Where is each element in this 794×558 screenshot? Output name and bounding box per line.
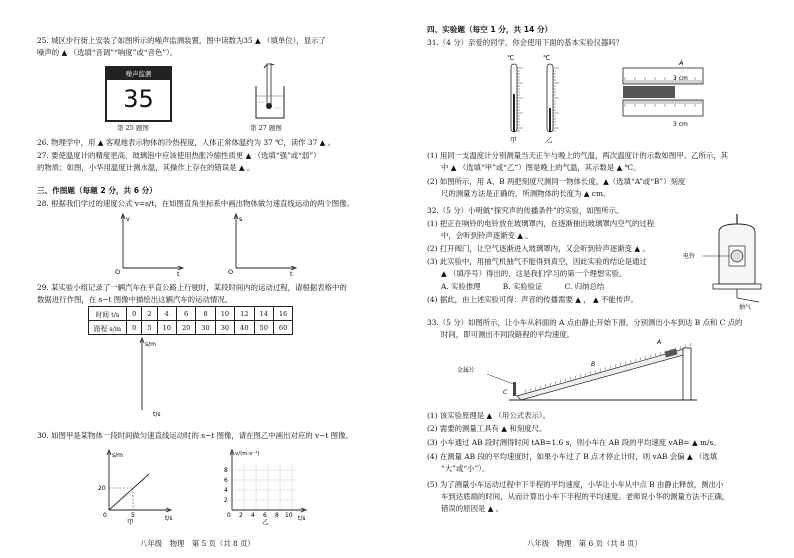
incline-tick: [620, 363, 621, 366]
page-6-footer: 八年级 物理 第 6 页（共 8 页）: [527, 539, 642, 548]
incline-tick: [530, 388, 531, 391]
q29-time-cell: 4: [157, 307, 176, 321]
q30b-x-tick: 4: [251, 512, 255, 519]
q32-part2: (2) 打开阀门，让空气逐渐进入玻璃罩内，又会听到铃声逐渐变 ▲ 。: [427, 244, 650, 253]
q31-sub2-line1: (2) 如图所示，用 A、B 两把刻度尺测同一物体长度，▲（选填“A”或“B”）刻度: [427, 177, 686, 186]
q31-sub1-line1: (1) 用同一支温度计分别测量当天正午与晚上的气温，两次温度计的示数如图甲、乙所示，其: [427, 151, 729, 160]
incline-tick: [570, 377, 571, 380]
q31-line1: 31.（4 分）亲爱的同学，你会使用下面的基本实验仪器吗？: [427, 38, 624, 47]
noise-monitor-value: 35: [123, 85, 154, 113]
q28-right-origin: O: [228, 268, 234, 276]
q33-part1: (1) 该实验原理是 ▲ （用公式表示）。: [427, 411, 550, 420]
q33-part4-line2: “大”或“小”）。: [441, 464, 490, 473]
q28-left-x-label: t: [177, 270, 180, 278]
q30b-x-label: t/s: [298, 515, 306, 522]
incline-tick: [615, 364, 616, 367]
q31-sub2-line2: 尺的测量方法是正确的，所测物体的长度为 ▲ cm。: [441, 189, 611, 198]
q28-right-x-label: t: [290, 270, 293, 278]
point-b-label: B: [591, 361, 596, 368]
therm-caption-yi: 乙: [546, 136, 553, 144]
incline-tick: [635, 359, 636, 362]
q25-figure-caption: 第 25 题图: [117, 124, 149, 132]
q29-distance-row: [89, 321, 293, 335]
bell-label: 电铃: [683, 253, 696, 260]
q30b-y-tick: 8: [224, 467, 228, 474]
q29-line2: 数据进行作图，在 s−t 图像中描绘出这辆汽车的运动情况。: [37, 295, 233, 304]
q29-time-cell: 12: [235, 307, 254, 321]
section-4-heading: 四、实验题（每空 1 分，共 14 分）: [427, 25, 553, 34]
q29-x-label: t/s: [153, 411, 161, 418]
q30b-y-tick: 4: [224, 487, 228, 494]
thermometers-figure: [497, 50, 577, 144]
q30b-x-tick: 2: [239, 512, 243, 519]
incline-tick: [640, 357, 641, 360]
q29-time-cell: 6: [176, 307, 195, 321]
incline-tick: [660, 352, 661, 355]
q29-time-row: [89, 307, 293, 321]
ruler-a-label: A: [679, 59, 684, 67]
thermometer-beaker-figure: [250, 60, 290, 122]
section-3-heading: 三、作图题（每题 2 分，共 6 分）: [37, 186, 157, 195]
q33-part5-line3: 错误的原因是 ▲ 。: [441, 504, 504, 513]
incline-tick: [555, 381, 556, 384]
q30b-y-tick: 6: [224, 477, 228, 484]
q25-line1: 25. 城区步行街上安装了如图所示的噪声监测装置，图中读数为35 ▲ （填单位），显示了: [37, 36, 326, 45]
q30a-y-tick: 20: [98, 485, 106, 492]
q29-data-table: [88, 306, 293, 335]
q29-y-label: s/m: [145, 341, 156, 348]
incline-tick: [655, 353, 656, 356]
q29-time-cell: 16: [273, 307, 292, 321]
q29-st-axes: [138, 336, 178, 416]
point-c-label: C: [503, 389, 508, 396]
q32-part4: (4) 据此，由上述实验可得：声音的传播需要 ▲ ， ▲ 不能传声。: [427, 295, 638, 304]
q29-distance-cell: 50: [254, 321, 273, 335]
incline-tick: [595, 370, 596, 373]
q29-time-header: 时间 t/s: [89, 307, 127, 321]
q29-distance-cell: 10: [157, 321, 176, 335]
q30b-x-tick: 10: [285, 512, 293, 519]
incline-tick: [630, 360, 631, 363]
incline-tick: [600, 369, 601, 372]
q29-time-cell: 8: [196, 307, 215, 321]
incline-tick: [590, 371, 591, 374]
incline-tick: [575, 376, 576, 379]
q25-line2: 噪声的 ▲ （选填“音调”“响度”或“音色”）。: [37, 48, 178, 57]
incline-tick: [560, 380, 561, 383]
noise-monitor-display: [105, 66, 172, 122]
q33-line2: 时间，即可测出不同段路程的平均速度。: [441, 330, 575, 339]
q29-distance-cell: 0: [127, 321, 142, 335]
incline-tick: [565, 378, 566, 381]
q29-time-cell: 2: [142, 307, 157, 321]
q30-vt-grid: [218, 446, 310, 524]
q31-sub1-line2: 中 ▲ （选填“甲”或“乙”）图是晚上的气温，其示数是 ▲ ℃。: [441, 163, 641, 172]
therm-unit-right: ℃: [543, 54, 551, 62]
q30b-y-label: v/(m·s⁻¹): [235, 451, 260, 457]
incline-tick: [690, 343, 691, 346]
therm-unit-left: ℃: [507, 54, 515, 62]
q26-text: 26. 物理学中，用 ▲ 客观地表示物体的冷热程度，人体正常体温约为 37 ℃，读作 37 ▲ 。: [37, 138, 336, 147]
exam-page-6: [397, 0, 794, 558]
q32-options: A. 实验推理 B. 实验验证 C. 归纳总结: [441, 282, 605, 291]
therm-caption-jia: 甲: [510, 136, 517, 144]
q28-left-origin: O: [115, 268, 121, 276]
q33-part5-line2: 车到达底端的时间，从而计算出小车下半程的平均速度。老师说小华的测量方法不正确，: [441, 492, 730, 501]
q28-left-y-label: v: [126, 215, 130, 223]
incline-tick: [625, 362, 626, 365]
q27-figure-caption: 第 27 题图: [250, 124, 282, 132]
q29-distance-cell: 60: [273, 321, 292, 335]
pump-label: 抽气: [739, 304, 752, 311]
q28-axes-left: [115, 212, 185, 278]
q30b-x-tick: 8: [275, 512, 279, 519]
q29-time-cell: 14: [254, 307, 273, 321]
incline-tick: [610, 366, 611, 369]
q29-distance-cell: 5: [142, 321, 157, 335]
incline-tick: [580, 374, 581, 377]
q33-part4-line1: (4) 在测量 AB 段的平均速度时，如果小车过了 B 点才停止计时，则 vAB 会偏 ▲ （选填: [427, 452, 718, 461]
q33-part5-line1: (5) 为了测量小车运动过程中下半程的平均速度，小华让小车从中点 B 由静止释放，测出小: [427, 480, 724, 489]
incline-tick: [605, 367, 606, 370]
incline-tick: [550, 383, 551, 386]
q30b-x-tick: 6: [263, 512, 267, 519]
q30-text: 30. 如图甲是某物体一段时间做匀速直线运动时的 s−t 图像，请在图乙中画出对应的 v−t 图像。: [37, 431, 353, 440]
q28-axes-right: [228, 212, 298, 278]
q33-part3: (3) 小车通过 AB 段时测得时间 tAB=1.6 s，则小车在 AB 段的平均速度 vAB= ▲ m/s。: [427, 438, 721, 447]
q30a-x-tick: 0: [103, 512, 107, 519]
incline-tick: [535, 387, 536, 390]
q29-distance-cell: 30: [196, 321, 215, 335]
bell-jar-figure: [683, 212, 777, 311]
ruler-a-mark: 3 cm: [673, 75, 688, 82]
q32-part1-line2: 中，会听到铃声逐渐变 ▲ 。: [441, 231, 533, 240]
q32-part3-line2: ▲ （填序号）得出的，这是我们学习的第一个理想实验。: [441, 269, 627, 278]
incline-tick: [680, 346, 681, 349]
incline-tick: [645, 356, 646, 359]
q29-line1: 29. 某实验小组记录了一辆汽车在平直公路上行驶时，某段时间内的运动过程，请根据表格中的: [37, 283, 347, 292]
q32-line1: 32.（5 分）小明做“探究声的传播条件”的实验，如图所示。: [427, 206, 624, 215]
q32-part3-line1: (3) 此实验中，用抽气机抽气不能得到真空，因此实验的结论是通过: [427, 257, 647, 266]
q29-distance-header: 路程 s/m: [89, 321, 127, 335]
q30b-x-tick: 0: [227, 512, 231, 519]
q30a-y-label: s/m: [112, 452, 123, 459]
rulers-figure: [619, 56, 709, 132]
incline-tick: [525, 390, 526, 393]
page-5-footer: 八年级 物理 第 5 页（共 8 页）: [140, 539, 255, 548]
point-a-label: A: [657, 339, 662, 346]
q28-text: 28. 根据我们学过的速度公式 v=s/t，在如图直角坐标系中画出物体做匀速直线运动的两个图像。: [37, 199, 354, 208]
q30a-x-tick: 5: [131, 512, 135, 519]
q33-line1: 33.（5 分）如图所示，让小车从斜面的 A 点由静止开始下滑，分别测出小车到达 B 点和 C 点的: [427, 318, 743, 327]
q33-part2: (2) 需要的测量工具有 ▲ 和刻度尺。: [427, 424, 547, 433]
metal-plate-label: 金属片: [457, 367, 476, 374]
q30b-y-tick: 2: [224, 497, 228, 504]
q27-line1: 27. 要使温度计的精度更高，玻璃泡中应该使用热胀冷缩性质更 ▲ （选填“强”或“弱”）: [37, 151, 321, 160]
q28-right-y-label: s: [239, 215, 243, 223]
incline-figure: [457, 339, 707, 402]
incline-tick: [540, 386, 541, 389]
q29-distance-cell: 20: [176, 321, 195, 335]
incline-tick: [685, 345, 686, 348]
incline-tick: [585, 373, 586, 376]
q30a-x-label: t/s: [165, 515, 173, 522]
q29-distance-cell: 40: [235, 321, 254, 335]
noise-monitor-title: 噪声监测: [107, 68, 170, 80]
q29-distance-cell: 30: [215, 321, 234, 335]
q30a-caption: 甲: [127, 518, 134, 526]
q27-line2: 的物质；如图，小华用温度计测水温，其操作上存在的错误是 ▲ 。: [37, 163, 255, 172]
q30-st-graph: [95, 446, 175, 524]
q30b-caption: 乙: [262, 518, 269, 526]
incline-tick: [650, 354, 651, 357]
incline-tick: [545, 384, 546, 387]
q32-part1-line1: (1) 把正在响铃的电铃放在玻璃罩内，在逐渐抽出玻璃罩内空气的过程: [427, 219, 655, 228]
q29-time-cell: 10: [215, 307, 234, 321]
ruler-b-mark: 3 cm: [673, 121, 688, 128]
q29-time-cell: 0: [127, 307, 142, 321]
